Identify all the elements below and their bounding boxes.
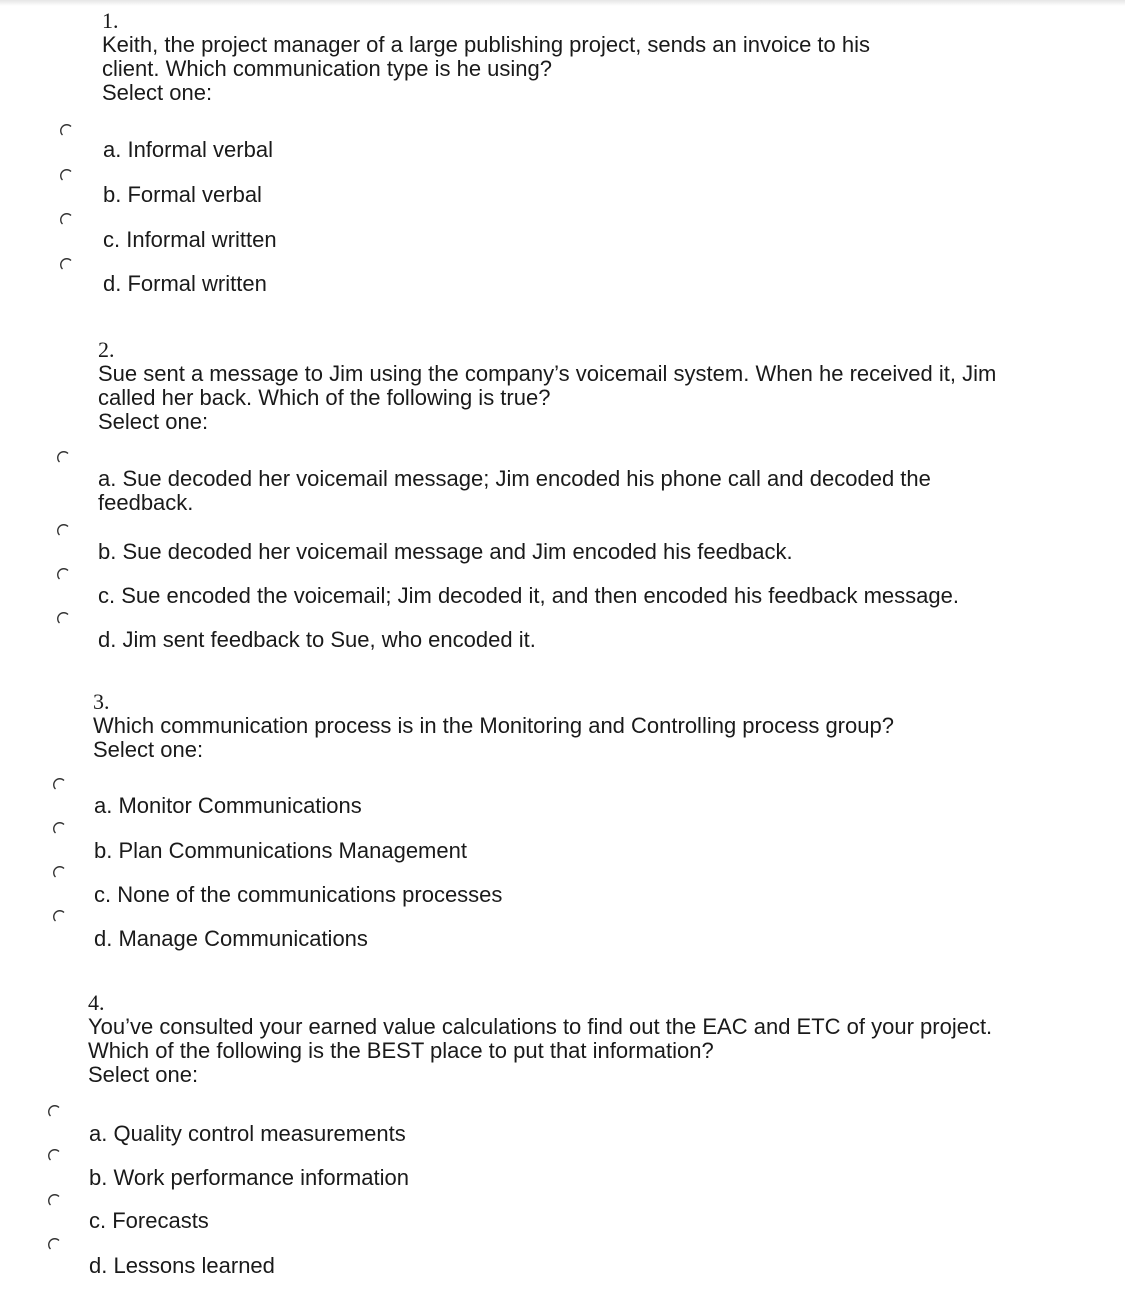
option-1d[interactable]: d. Formal written [103, 271, 267, 296]
option-3b[interactable]: b. Plan Communications Management [94, 838, 467, 863]
radio-button[interactable] [60, 169, 73, 182]
option-4a[interactable]: a. Quality control measurements [89, 1121, 406, 1146]
option-2b[interactable]: b. Sue decoded her voicemail message and Jim encoded his feedback. [98, 539, 793, 564]
select-one-prompt: Select one: [98, 409, 209, 434]
option-1a[interactable]: a. Informal verbal [103, 137, 273, 162]
option-1b[interactable]: b. Formal verbal [103, 182, 262, 207]
radio-button[interactable] [48, 1194, 61, 1207]
radio-button[interactable] [48, 1105, 61, 1118]
option-2d[interactable]: d. Jim sent feedback to Sue, who encoded it. [98, 627, 536, 652]
radio-button[interactable] [53, 822, 66, 835]
radio-button[interactable] [57, 524, 70, 537]
radio-button[interactable] [60, 124, 73, 137]
question-text: Sue sent a message to Jim using the company’s voicemail system. When he received it, Jim called her back. Which of the following is true? [98, 361, 997, 410]
select-one-prompt: Select one: [102, 80, 213, 105]
radio-button[interactable] [53, 866, 66, 879]
radio-button[interactable] [48, 1238, 61, 1251]
question-number: 1. [102, 8, 119, 33]
option-2c[interactable]: c. Sue encoded the voicemail; Jim decoded it, and then encoded his feedback message. [98, 583, 959, 608]
question-number: 2. [98, 337, 115, 362]
radio-button[interactable] [60, 258, 73, 271]
option-3c[interactable]: c. None of the communications processes [94, 882, 503, 907]
question-text: Keith, the project manager of a large publishing project, sends an invoice to his client. Which communication type is he using? [102, 32, 871, 81]
radio-button[interactable] [60, 213, 73, 226]
question-number: 4. [88, 990, 105, 1015]
option-3a[interactable]: a. Monitor Communications [94, 793, 362, 818]
radio-button[interactable] [53, 910, 66, 923]
question-text: You’ve consulted your earned value calculations to find out the EAC and ETC of your project. Which of the following is the BEST place to put that information? [88, 1014, 993, 1063]
option-4d[interactable]: d. Lessons learned [89, 1253, 275, 1278]
top-shadow [0, 0, 1125, 6]
option-3d[interactable]: d. Manage Communications [94, 926, 368, 951]
radio-button[interactable] [48, 1149, 61, 1162]
question-4 [88, 991, 1053, 1087]
select-one-prompt: Select one: [93, 737, 204, 762]
question-text: Which communication process is in the Monitoring and Controlling process group? [93, 713, 894, 738]
radio-button[interactable] [57, 568, 70, 581]
option-4b[interactable]: b. Work performance information [89, 1165, 409, 1190]
select-one-prompt: Select one: [88, 1062, 199, 1087]
option-1c[interactable]: c. Informal written [103, 227, 277, 252]
option-4c[interactable]: c. Forecasts [89, 1208, 209, 1233]
radio-button[interactable] [57, 612, 70, 625]
radio-button[interactable] [53, 778, 66, 791]
option-2a[interactable]: a. Sue decoded her voicemail message; Jim encoded his phone call and decoded the feedback. [98, 466, 931, 515]
question-number: 3. [93, 689, 110, 714]
radio-button[interactable] [57, 451, 70, 464]
question-1 [102, 9, 922, 105]
question-2 [98, 338, 1058, 434]
question-3 [93, 690, 1073, 762]
